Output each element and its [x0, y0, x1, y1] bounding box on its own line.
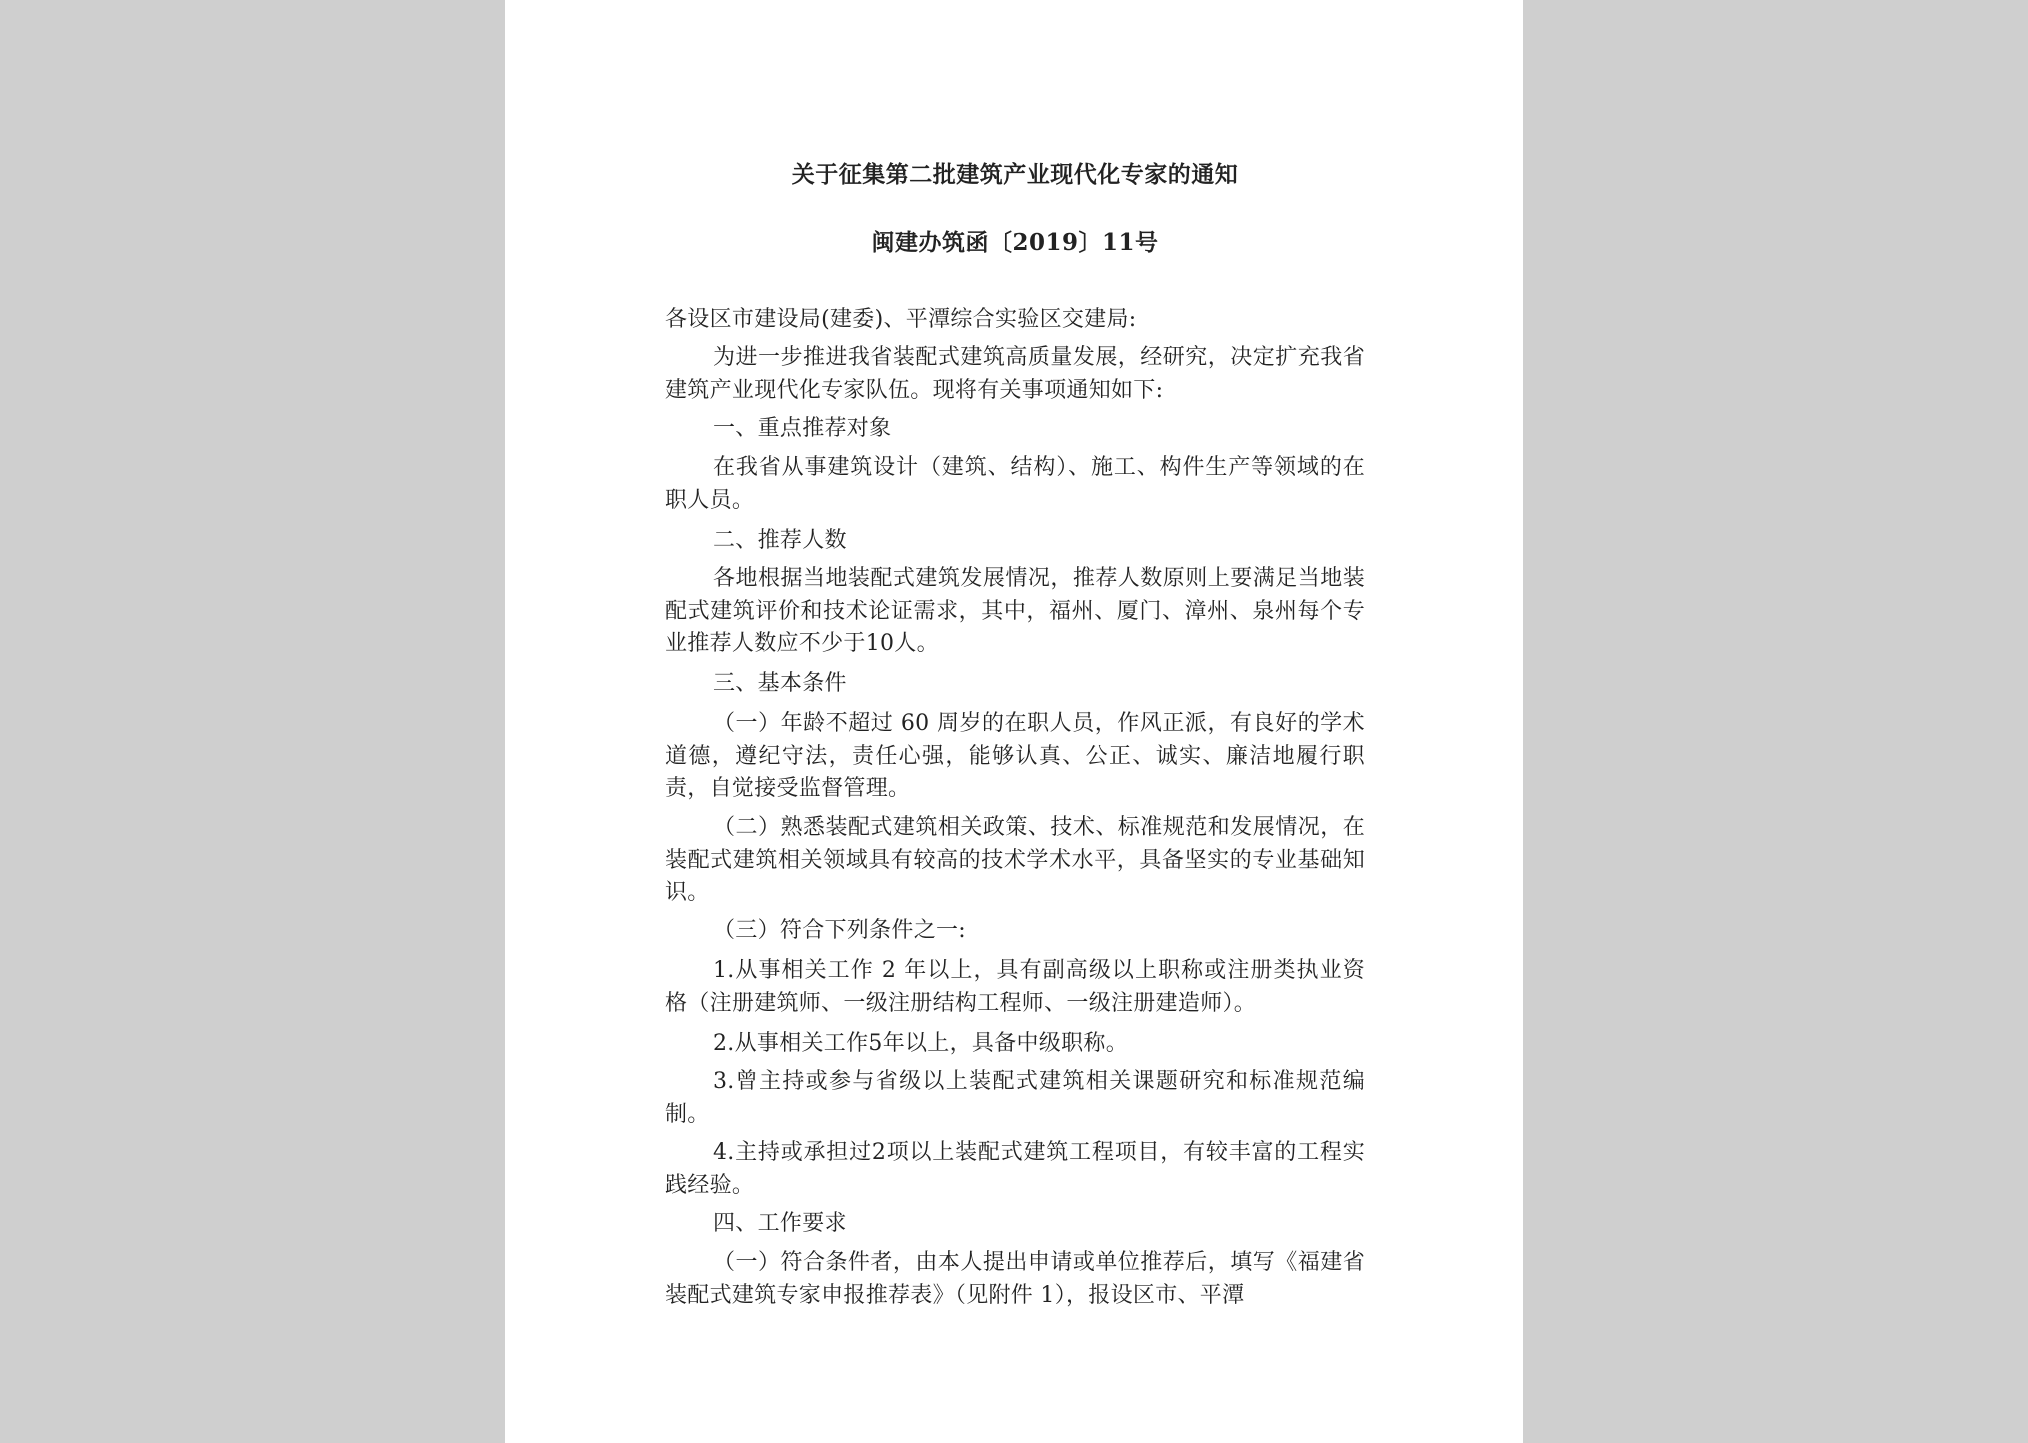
body-paragraph: 各地根据当地装配式建筑发展情况，推荐人数原则上要满足当地装配式建筑评价和技术论证需求，其中，福州、厦门、漳州、泉州每个专业推荐人数应不少于10人。 [665, 566, 1365, 656]
section-heading-1: 一、重点推荐对象 [713, 416, 892, 441]
document-page [505, 0, 1523, 1443]
document-number: 闽建办筑函〔2019〕11号 [871, 229, 1159, 256]
requirement-item: （一）符合条件者，由本人提出申请或单位推荐后，填写《福建省装配式建筑专家申报推荐表》（见附件 1），报设区市、平潭 [665, 1250, 1365, 1308]
sub-condition-item: 1.从事相关工作 2 年以上，具有副高级以上职称或注册类执业资格（注册建筑师、一级注册结构工程师、一级注册建造师）。 [665, 958, 1365, 1016]
condition-item: （三）符合下列条件之一: [713, 918, 967, 943]
addressee: 各设区市建设局(建委)、平潭综合实验区交建局: [665, 307, 1137, 332]
section-heading-4: 四、工作要求 [713, 1211, 847, 1236]
section-heading-2: 二、推荐人数 [713, 528, 847, 553]
sub-condition-item: 2.从事相关工作5年以上，具备中级职称。 [713, 1031, 1128, 1056]
body-paragraph: 在我省从事建筑设计（建筑、结构）、施工、构件生产等领域的在职人员。 [665, 455, 1365, 513]
document-title: 关于征集第二批建筑产业现代化专家的通知 [791, 161, 1239, 188]
condition-item: （一）年龄不超过 60 周岁的在职人员，作风正派，有良好的学术道德，遵纪守法，责任心强，能够认真、公正、诚实、廉洁地履行职责，自觉接受监督管理。 [665, 711, 1365, 801]
intro-paragraph: 为进一步推进我省装配式建筑高质量发展，经研究，决定扩充我省建筑产业现代化专家队伍。现将有关事项通知如下: [665, 345, 1365, 403]
condition-item: （二）熟悉装配式建筑相关政策、技术、标准规范和发展情况，在装配式建筑相关领域具有较高的技术学术水平，具备坚实的专业基础知识。 [665, 815, 1365, 905]
sub-condition-item: 3.曾主持或参与省级以上装配式建筑相关课题研究和标准规范编制。 [665, 1069, 1365, 1127]
sub-condition-item: 4.主持或承担过2项以上装配式建筑工程项目，有较丰富的工程实践经验。 [665, 1140, 1365, 1198]
section-heading-3: 三、基本条件 [713, 671, 847, 696]
